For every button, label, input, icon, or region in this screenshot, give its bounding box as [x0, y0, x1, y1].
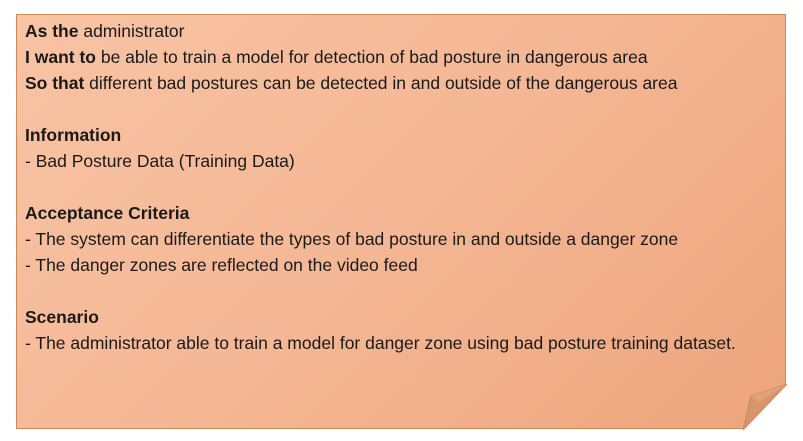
user-story-want — [25, 44, 775, 70]
spacer — [25, 278, 775, 304]
as-label: As the — [25, 21, 79, 41]
scenario-item: - The administrator able to train a model for danger zone using bad posture training dataset. — [25, 333, 736, 353]
want-value: be able to train a model for detection of bad posture in dangerous area — [95, 47, 648, 67]
user-story-as — [25, 18, 775, 44]
want-label: I want to — [25, 47, 96, 67]
spacer — [25, 96, 775, 122]
scenario-heading: Scenario — [25, 307, 99, 327]
note-content — [25, 18, 775, 356]
so-value: different bad postures can be detected in and outside of the dangerous area — [84, 73, 678, 93]
user-story-so — [25, 70, 775, 96]
acceptance-item: - The danger zones are reflected on the video feed — [25, 255, 418, 275]
so-label: So that — [25, 73, 85, 93]
spacer — [25, 174, 775, 200]
as-value: administrator — [78, 21, 185, 41]
folded-corner-icon — [743, 384, 787, 430]
acceptance-item: - The system can differentiate the types of bad posture in and outside a danger zone — [25, 229, 679, 249]
acceptance-heading: Acceptance Criteria — [25, 203, 190, 223]
information-item: - Bad Posture Data (Training Data) — [25, 151, 295, 171]
information-heading: Information — [25, 125, 122, 145]
